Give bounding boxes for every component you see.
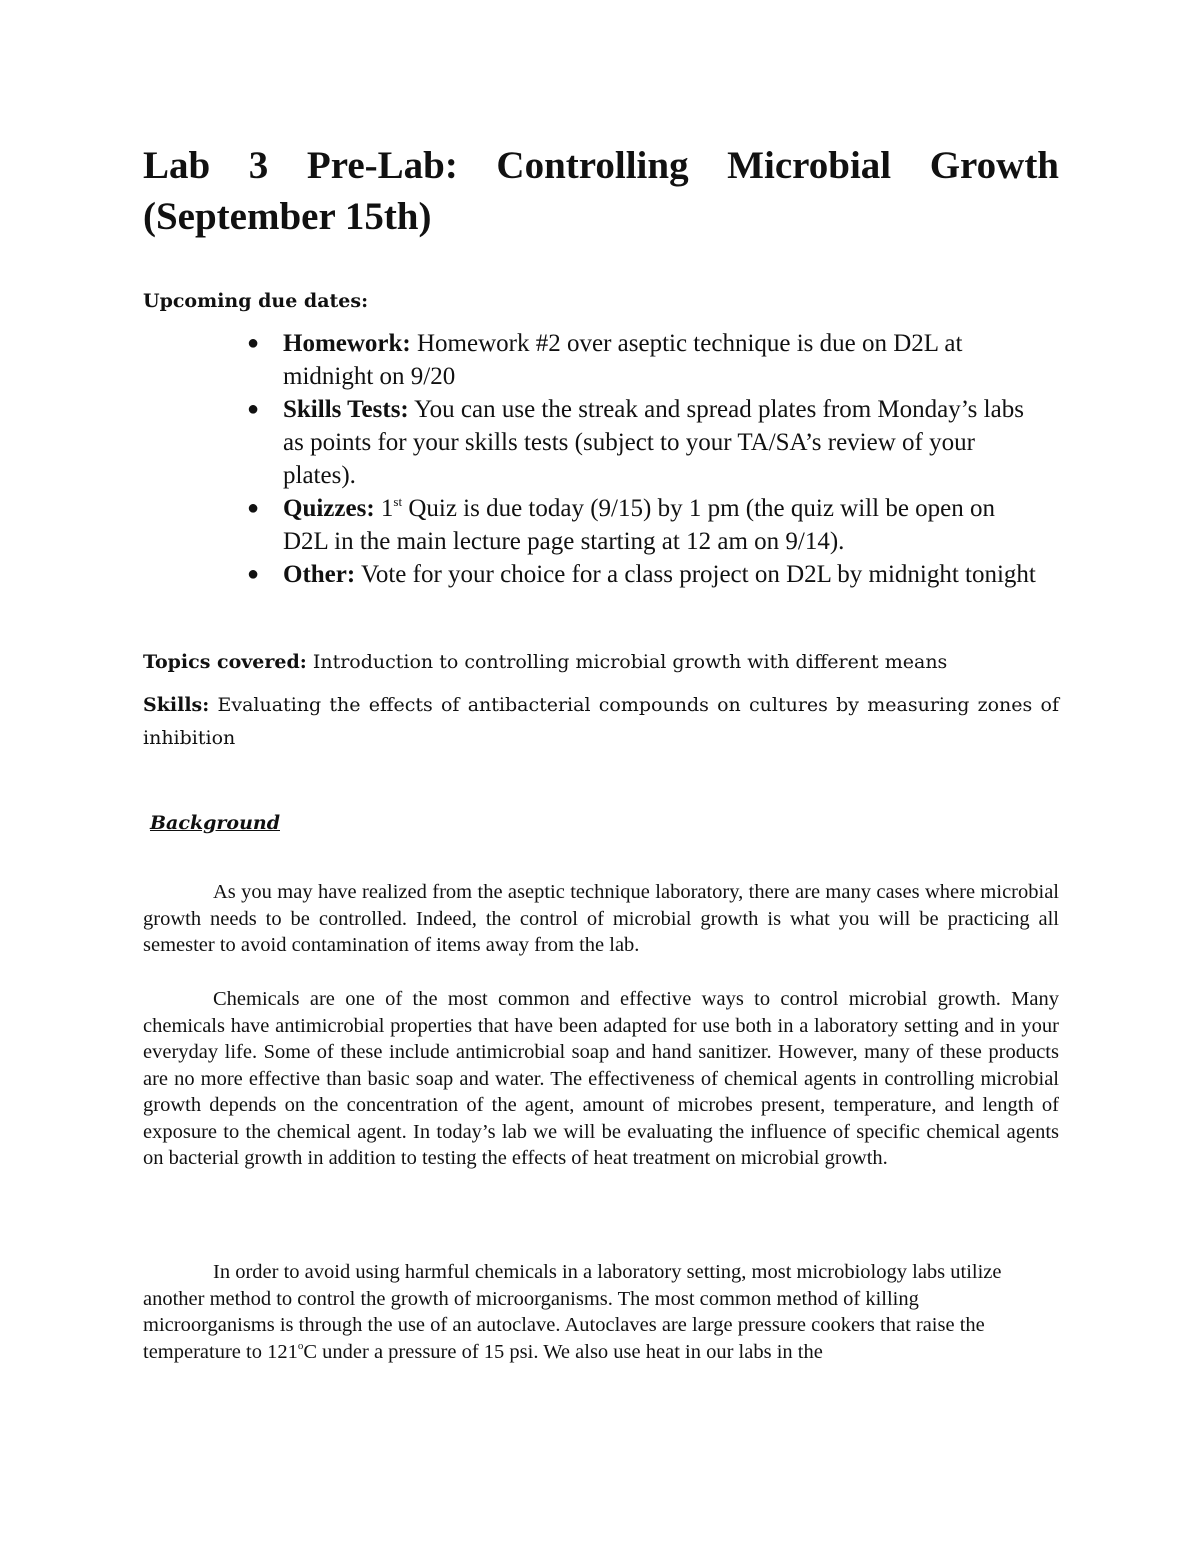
ordinal-superscript: st [393, 494, 403, 509]
topics-label: Topics covered: [143, 651, 307, 673]
due-item-text-after: Quiz is due today (9/15) by 1 pm (the quiz will be open on D2L in the main lecture page starting at 12 am on 9/14). [283, 495, 996, 555]
bullet-icon: ● [247, 497, 260, 519]
skills-text: Evaluating the effects of antibacterial compounds on cultures by measuring zones of inhibition [143, 694, 1059, 749]
due-dates-heading: Upcoming due dates: [143, 290, 369, 312]
due-item-text: You can use the streak and spread plates from Monday’s labs as points for your skills tests (subject to your TA/SA’s review of your plates). [283, 396, 1024, 489]
due-item-label: Other: [283, 561, 356, 588]
due-item-text: Vote for your choice for a class project on D2L by midnight tonight [361, 561, 1036, 588]
background-paragraph [143, 1259, 1043, 1365]
due-item-label: Homework: [283, 330, 411, 357]
page-title: Lab 3 Pre-Lab: Controlling Microbial Growth (September 15th) [143, 144, 1059, 238]
paragraph-text-after: C under a pressure of 15 psi. We also use heat in our labs in the [303, 1340, 823, 1363]
topics-text: Introduction to controlling microbial growth with different means [312, 651, 948, 673]
due-dates-list [247, 327, 1043, 591]
background-heading: Background [150, 812, 280, 834]
topics-covered [143, 646, 1059, 679]
due-item-other [247, 558, 1043, 591]
bullet-icon: ● [247, 332, 260, 354]
paragraph-text-before: In order to avoid using harmful chemicals in a laboratory setting, most microbiology labs utilize another method to control the growth of microorganisms. The most common method of killing microorganisms is through the use of an autoclave. Autoclaves are large pressure cookers that raise the temperature to 121 [143, 1261, 1002, 1363]
degree-superscript: o [297, 1339, 304, 1352]
background-paragraph: Chemicals are one of the most common and effective ways to control microbial growth. Many chemicals have antimicrobial properties that have been adapted for use both in a laboratory setting and in your everyday life. Some of these include antimicrobial soap and hand sanitizer. However, many of these products are no more effective than basic soap and water. The effectiveness of chemical agents in controlling microbial growth depends on the concentration of the agent, amount of microbes present, temperature, and length of exposure to the chemical agent. In today’s lab we will be evaluating the influence of specific chemical agents on bacterial growth in addition to testing the effects of heat treatment on microbial growth. [143, 988, 1059, 1169]
due-item-label: Quizzes: [283, 495, 375, 522]
bullet-icon: ● [247, 563, 260, 585]
due-item-quizzes [247, 492, 1043, 558]
due-item-text-before: 1 [380, 495, 394, 522]
bullet-icon: ● [247, 398, 260, 420]
due-item-skills-tests [247, 393, 1043, 492]
due-item-label: Skills Tests: [283, 396, 409, 423]
skills-label: Skills: [143, 694, 210, 716]
due-item-homework [247, 327, 1043, 393]
background-paragraph: As you may have realized from the aseptic technique laboratory, there are many cases where microbial growth needs to be controlled. Indeed, the control of microbial growth is what you will be practicing all semester to avoid contamination of items away from the lab. [143, 881, 1059, 956]
skills [143, 689, 1059, 755]
due-item-text: Homework #2 over aseptic technique is due on D2L at midnight on 9/20 [283, 330, 963, 390]
